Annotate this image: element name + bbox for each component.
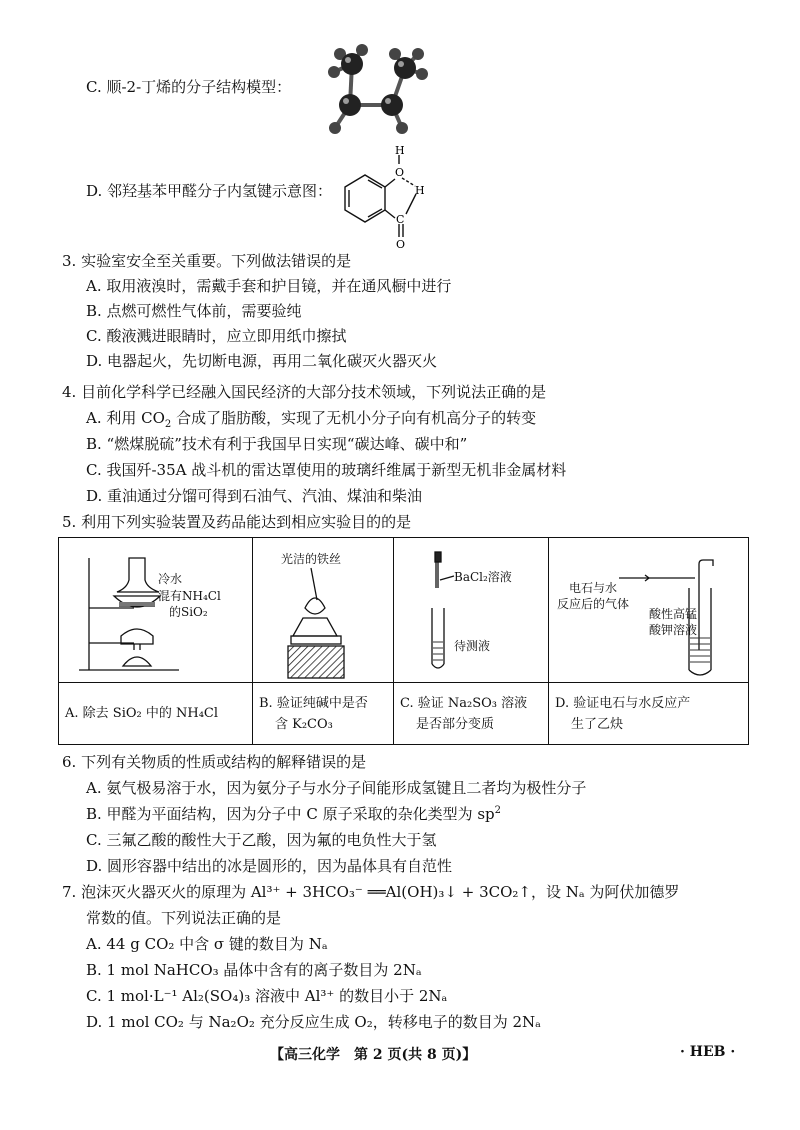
q7-option-d: D. 1 mol CO₂ 与 Na₂O₂ 充分反应生成 O₂，转移电子的数目为 2Nₐ: [86, 1013, 541, 1031]
q3-option-a: A. 取用液溴时，需戴手套和护目镜，并在通风橱中进行: [86, 277, 452, 295]
atom-o-top: O: [395, 166, 405, 179]
q2-option-d: D. 邻羟基苯甲醛分子内氢键示意图：: [86, 182, 333, 200]
atom-h-top: H: [395, 144, 405, 157]
label-cold-water: 冷水: [158, 572, 183, 586]
apparatus-b: [253, 538, 394, 683]
q3-stem: 3. 实验室安全至关重要。下列做法错误的是: [62, 252, 352, 270]
atom-h-mid: H: [415, 184, 425, 197]
label-kmno4-line1: 酸性高锰: [649, 607, 698, 621]
label-mixture-line2: 的SiO₂: [169, 605, 208, 619]
q6-option-c: C. 三氟乙酸的酸性大于乙酸，因为氟的电负性大于氢: [86, 831, 437, 849]
footer-page-info: 【高三化学 第 2 页(共 8 页)】: [270, 1047, 477, 1063]
apparatus-c: [394, 538, 549, 683]
q6-option-a: A. 氨气极易溶于水，因为氨分子与水分子间能形成氢键且二者均为极性分子: [86, 779, 587, 797]
label-gas-line1: 电石与水: [569, 581, 618, 595]
q4-stem: 4. 目前化学科学已经融入国民经济的大部分技术领域，下列说法正确的是: [62, 383, 547, 401]
label-bacl2-solution: BaCl₂溶液: [454, 570, 512, 584]
q7-option-a: A. 44 g CO₂ 中含 σ 键的数目为 Nₐ: [86, 935, 328, 953]
label-test-solution: 待测液: [454, 639, 491, 653]
footer-code: · HEB ·: [680, 1044, 736, 1060]
q3-option-d: D. 电器起火，先切断电源，再用二氧化碳灭火器灭火: [86, 352, 438, 370]
apparatus-d: [549, 538, 749, 683]
q6-option-b: B. 甲醛为平面结构，因为分子中 C 原子采取的杂化类型为 $sp^2$: [86, 805, 502, 823]
q6-stem: 6. 下列有关物质的性质或结构的解释错误的是: [62, 753, 367, 771]
atom-o-bottom: O: [396, 238, 406, 250]
q4-option-b: B. “燃煤脱硫”技术有利于我国早日实现“碳达峰、碳中和”: [86, 435, 468, 453]
q7-option-b: B. 1 mol NaHCO₃ 晶体中含有的离子数目为 2Nₐ: [86, 961, 422, 979]
q4-option-a: A. 利用 $CO_2$ 合成了脂肪酸，实现了无机小分子向有机高分子的转变: [86, 409, 537, 430]
q3-option-b: B. 点燃可燃性气体前，需要验纯: [86, 302, 302, 320]
q3-option-c: C. 酸液溅进眼睛时，应立即用纸巾擦拭: [86, 327, 347, 345]
label-mixture-line1: 混有NH₄Cl: [158, 589, 221, 603]
label-iron-wire: 光洁的铁丝: [281, 552, 342, 566]
atom-c: C: [396, 213, 405, 226]
label-kmno4-line2: 酸钾溶液: [649, 623, 698, 637]
caption-a: A. 除去 SiO₂ 中的 NH₄Cl: [59, 683, 253, 745]
cis-2-butene-model: [290, 40, 460, 140]
q7-stem-line1: 7. 泡沫灭火器灭火的原理为 Al³⁺ + 3HCO₃⁻ ══Al(OH)₃↓ + 3CO₂↑，设 Nₐ 为阿伏加德罗: [62, 883, 680, 901]
q5-apparatus-table: [58, 537, 749, 745]
caption-b: B. 验证纯碱中是否 含 K₂CO₃: [253, 683, 394, 745]
sublimation-apparatus-figure: [59, 538, 253, 682]
caption-c: C. 验证 Na₂SO₃ 溶液 是否部分变质: [394, 683, 549, 745]
caption-d: D. 验证电石与水反应产 生了乙炔: [549, 683, 749, 745]
salicylaldehyde-hbond-diagram: [330, 142, 440, 250]
q4-option-d: D. 重油通过分馏可得到石油气、汽油、煤油和柴油: [86, 487, 423, 505]
q2-option-c: C. 顺-2-丁烯的分子结构模型：: [86, 78, 292, 96]
q4-option-c: C. 我国歼-35A 战斗机的雷达罩使用的玻璃纤维属于新型无机非金属材料: [86, 461, 567, 479]
q7-option-c: C. 1 mol·L⁻¹ Al₂(SO₄)₃ 溶液中 Al³⁺ 的数目小于 2Nₐ: [86, 987, 448, 1005]
q7-stem-line2: 常数的值。下列说法正确的是: [86, 909, 282, 927]
test-tube-figure: [394, 538, 549, 682]
apparatus-a: [59, 538, 253, 683]
label-gas-line2: 反应后的气体: [557, 597, 630, 611]
q6-option-d: D. 圆形容器中结出的冰是圆形的，因为晶体具有自范性: [86, 857, 453, 875]
q5-stem: 5. 利用下列实验装置及药品能达到相应实验目的的是: [62, 513, 412, 531]
